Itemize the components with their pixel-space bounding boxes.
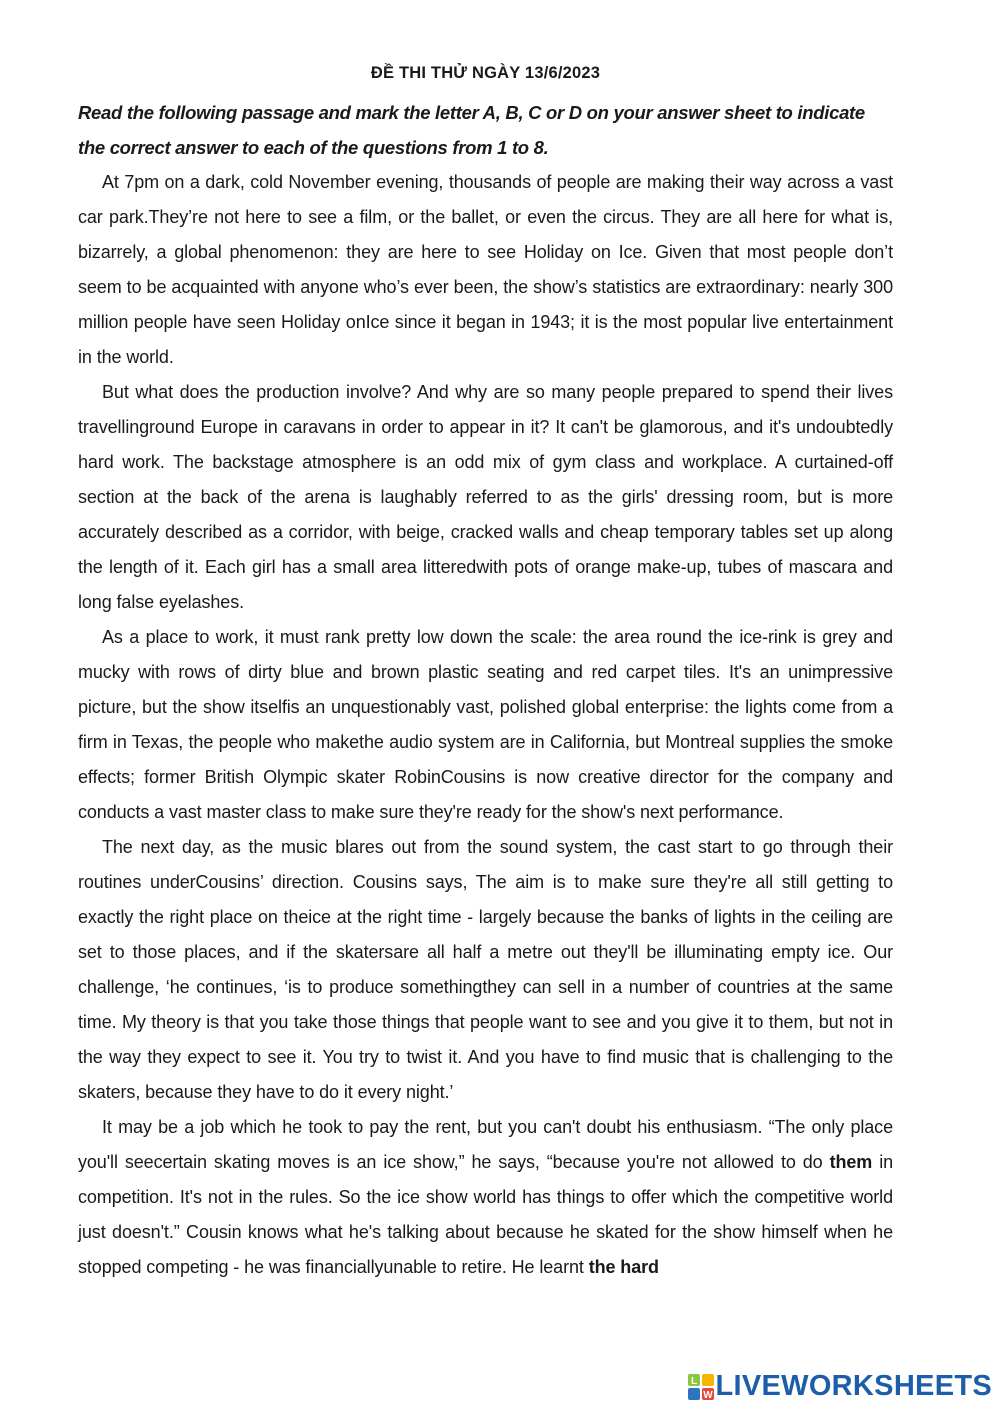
passage-paragraph-1: At 7pm on a dark, cold November evening, thousands of people are making their way across a vast car park.They’re not here to see a film, or the ballet, or even the circus. They are all here for what is, bizarrely, a global phenomenon: they are here to see Holiday on Ice. Given that most people don’t seem to be acquainted with anyone who’s ever been, the show’s statistics are extraordinary: nearly 300 million people have seen Holiday onIce since it began in 1943; it is the most popular live entertainment in the world. — [78, 172, 893, 367]
page-title: ĐỀ THI THỬ NGÀY 13/6/2023 — [370, 64, 601, 82]
worksheet-page — [78, 60, 893, 1285]
brand-name: LIVEWORKSHEETS — [715, 1370, 992, 1402]
paragraph-5-part-c: in competition. It's not in the rules. So the ice show world has things to offer which the competitive world just doesn't.” Cousin knows what he's talking about because he skated for the show himself when he stopped competing - he was financiallyunable to retire. He learnt — [78, 1152, 893, 1277]
passage-paragraph-2: But what does the production involve? And why are so many people prepared to spend their lives travellinground Europe in caravans in order to appear in it? It can't be glamorous, and it's undoubtedly hard work. The backstage atmosphere is an odd mix of gym class and workplace. A curtained-off section at the back of the arena is laughably referred to as the girls' dressing room, but is more accurately described as a corridor, with beige, cracked walls and cheap temporary tables set up along the length of it. Each girl has a small area litteredwith pots of orange make-up, tubes of mascara and long false eyelashes. — [78, 382, 893, 612]
highlighted-phrase-the-hard: the hard — [588, 1257, 659, 1277]
passage-paragraph-4: The next day, as the music blares out from the sound system, the cast start to go through their routines underCousins’ direction. Cousins says, The aim is to make sure they're all still getting to exactly the right place on theice at the right time - largely because the banks of lights in the ceiling are set to those places, and if the skatersare all half a metre out they'll be illuminating empty ice. Our challenge, ‘he continues, ‘is to produce somethingthey can sell in a number of countries at the same time. My theory is that you take those things that people want to see and you give it to them, but not in the way they expect to see it. You try to twist it. And you have to find music that is challenging to the skaters, because they have to do it every night.’ — [78, 837, 893, 1102]
passage-paragraph-5 — [78, 1110, 893, 1285]
paragraph-5-part-a: It may be a job which he took to pay the rent, but you can't doubt his enthusiasm. “The only place you'll seecertain skating moves is an ice show,” he says, “because you're not allowed to do — [78, 1117, 893, 1172]
logo-letter-l: L — [690, 1375, 697, 1387]
liveworksheets-logo-icon — [688, 1374, 714, 1400]
logo-letter-w: W — [702, 1389, 713, 1400]
passage-paragraph-3: As a place to work, it must rank pretty low down the scale: the area round the ice-rink is grey and mucky with rows of dirty blue and brown plastic seating and red carpet tiles. It's an unimpressive picture, but the show itselfis an unquestionably vast, polished global enterprise: the lights come from a firm in Texas, the people who makethe audio system are in California, but Montreal supplies the smoke effects; former British Olympic skater RobinCousins is now creative director for the company and conducts a vast master class to make sure they're ready for the show's next performance. — [78, 627, 893, 822]
liveworksheets-logo — [688, 1372, 993, 1401]
highlighted-word-them: them — [829, 1152, 873, 1172]
instruction-text: Read the following passage and mark the letter A, B, C or D on your answer sheet to indicate the correct answer to each of the questions from 1 to 8. — [78, 102, 865, 158]
